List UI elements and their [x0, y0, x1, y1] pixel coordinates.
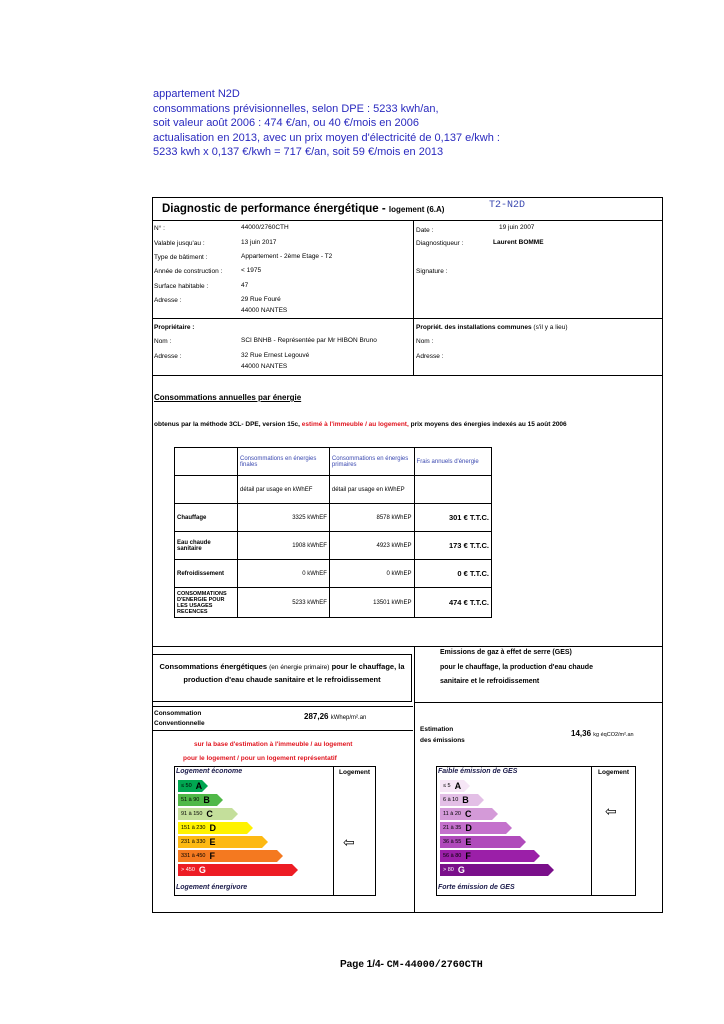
row-cost: 173 € T.T.C.	[414, 532, 491, 560]
energy-class-letter: G	[198, 865, 206, 875]
energy-bar-tip	[247, 822, 253, 834]
energy-range-label: 151 à 230	[181, 825, 206, 831]
energy-conv-bottom	[153, 730, 413, 731]
year-label: Année de construction :	[154, 268, 223, 275]
conv-label-2: Conventionnelle	[154, 720, 205, 727]
ges-bar-b	[440, 794, 478, 806]
row-ef: 0 kWhEF	[237, 560, 329, 588]
intro-note	[153, 87, 500, 160]
ges-range-label: ≤ 5	[443, 783, 451, 789]
table-row-total	[175, 588, 492, 618]
energy-bar-a	[178, 780, 202, 792]
ges-bar-tip	[548, 864, 554, 876]
ges-est-unit: kg éqCO2/m².an	[593, 732, 634, 738]
ges-divider	[414, 647, 415, 912]
ges-bar-tip	[506, 822, 512, 834]
ges-est-label-1: Estimation	[420, 726, 454, 733]
common-title	[416, 324, 568, 331]
ges-bar-c	[440, 808, 492, 820]
method-c: prix moyens des énergies indexés au 15 août 2006	[410, 421, 567, 428]
consumption-table	[174, 447, 492, 618]
ges-title-bottom	[414, 702, 662, 703]
note-line: 5233 kwh x 0,137 €/kwh = 717 €/an, soit 59 €/mois en 2013	[153, 146, 444, 158]
date-label: Date :	[416, 227, 434, 234]
col-header-ep: Consommations en énergies primaires	[329, 448, 414, 476]
dpe-tag: T2-N2D	[489, 200, 526, 211]
energy-bar-g	[178, 864, 292, 876]
ges-class-letter: D	[465, 823, 472, 833]
ges-bar-tip	[478, 794, 484, 806]
dpe-title-main: Diagnostic de performance énergétique -	[162, 203, 386, 215]
energy-title-c: pour le chauffage, la	[331, 662, 405, 671]
conv-number: 287,26	[304, 712, 329, 721]
diag-label: Diagnostiqueur :	[416, 240, 464, 247]
table-subheader-row	[175, 476, 492, 504]
owner-address-line2: 44000 NANTES	[241, 363, 288, 370]
energy-bar-tip	[262, 836, 268, 848]
energy-bar-tip	[292, 864, 298, 876]
common-address-label: Adresse :	[416, 353, 444, 360]
ges-bar-a	[440, 780, 464, 792]
note-line: soit valeur août 2006 : 474 €/an, ou 40 €/mois en 2006	[153, 117, 420, 129]
ges-title-2: pour le chauffage, la production d'eau chaude	[440, 664, 593, 671]
row-ep: 0 kWhEP	[329, 560, 414, 588]
energy-scale-divider	[333, 766, 334, 896]
table-header-row	[175, 448, 492, 476]
ges-range-label: 36 à 55	[443, 839, 462, 845]
energy-bar-tip	[217, 794, 223, 806]
row-ep: 8578 kWhEP	[329, 504, 414, 532]
sub-header-ef: détail par usage en kWhEF	[237, 476, 329, 504]
energy-bar-e	[178, 836, 262, 848]
consumption-bottom-line	[153, 646, 662, 647]
conv-label-1: Consommation	[154, 710, 202, 717]
consumption-method	[154, 421, 567, 428]
ges-class-letter: G	[457, 865, 465, 875]
owner-name-label: Nom :	[154, 338, 172, 345]
energy-class-letter: C	[206, 809, 213, 819]
ges-range-label: 6 à 10	[443, 797, 459, 803]
ges-est-label	[420, 724, 465, 746]
energy-class-letter: D	[209, 823, 216, 833]
table-sub-corner	[175, 476, 238, 504]
energy-bar-tip	[232, 808, 238, 820]
energy-conv-top	[153, 706, 413, 707]
type-label: Type de bâtiment :	[154, 254, 208, 261]
year-value: < 1975	[241, 267, 262, 274]
ges-bar-tip	[534, 850, 540, 862]
energy-range-label: 331 à 450	[181, 853, 206, 859]
ges-range-label: > 80	[443, 867, 454, 873]
address-line2: 44000 NANTES	[241, 307, 288, 314]
ges-est-value	[571, 729, 634, 738]
row-label: Refroidissement	[175, 560, 238, 588]
table-corner	[175, 448, 238, 476]
row-ep: 4923 kWhEP	[329, 532, 414, 560]
energy-title-d: production d'eau chaude sanitaire et le refroidissement	[183, 675, 381, 684]
energy-top-label: Logement économe	[176, 768, 243, 775]
footer-page: Page 1/4-	[340, 959, 384, 970]
energy-bar-tip	[277, 850, 283, 862]
date-value: 19 juin 2007	[499, 224, 535, 231]
owner-divider	[413, 319, 414, 375]
basis-line-2: pour le logement / pour un logement représentatif	[183, 755, 337, 762]
ges-title-1: Emissions de gaz à effet de serre (GES)	[440, 649, 572, 656]
note-line: appartement N2D	[153, 88, 240, 100]
row-ef: 1908 kWhEF	[237, 532, 329, 560]
note-line: actualisation en 2013, avec un prix moyen d'électricité de 0,137 e/kwh :	[153, 131, 500, 144]
ges-class-letter: C	[464, 809, 472, 819]
page-footer	[340, 959, 483, 971]
ges-scale-divider	[591, 766, 592, 896]
col-header-ef: Consommations en énergies finales	[237, 448, 329, 476]
owner-name-value: SCI BNHB - Représentée par Mr HIBON Bruno	[241, 337, 377, 344]
table-row	[175, 560, 492, 588]
ges-bar-e	[440, 836, 520, 848]
row-label: CONSOMMATIONS D'ENERGIE POUR LES USAGES RECENCES	[175, 588, 238, 618]
dpe-subtitle: logement (6.A)	[388, 205, 445, 214]
energy-range-label: 51 à 90	[181, 797, 200, 803]
row-ep: 13501 kWhEP	[329, 588, 414, 618]
energy-bar-tip	[202, 780, 208, 792]
ges-bottom-label: Forte émission de GES	[438, 884, 515, 891]
ges-range-label: 56 à 80	[443, 853, 462, 859]
energy-class-letter: E	[209, 837, 216, 847]
energy-class-letter: A	[195, 781, 203, 791]
ges-range-label: 11 à 20	[443, 811, 461, 817]
table-row	[175, 532, 492, 560]
surface-value: 47	[241, 282, 249, 289]
ges-bar-d	[440, 822, 506, 834]
common-title-note: (s'il y a lieu)	[533, 324, 568, 331]
no-label: N° :	[154, 225, 165, 232]
energy-col-label: Logement	[339, 769, 371, 776]
col-header-cost: Frais annuels d'énergie	[414, 448, 491, 476]
common-name-label: Nom :	[416, 338, 434, 345]
table-row	[175, 504, 492, 532]
ges-bar-g	[440, 864, 548, 876]
ges-class-letter: B	[462, 795, 469, 805]
energy-range-label: 91 à 150	[181, 811, 203, 817]
owner-address-label: Adresse :	[154, 353, 182, 360]
note-line: consommations prévisionnelles, selon DPE : 5233 kwh/an,	[153, 102, 439, 115]
info-divider	[413, 221, 414, 318]
energy-range-label: ≤ 50	[181, 783, 192, 789]
owner-bottom-line	[153, 375, 662, 376]
energy-class-letter: B	[203, 795, 210, 805]
row-ef: 3325 kWhEF	[237, 504, 329, 532]
sub-header-cost	[414, 476, 491, 504]
energy-bar-f	[178, 850, 277, 862]
common-title-text: Propriét. des installations communes	[416, 324, 532, 331]
ges-title-3: sanitaire et le refroidissement	[440, 678, 540, 685]
ges-range-label: 21 à 35	[443, 825, 462, 831]
row-label: Eau chaude sanitaire	[175, 532, 238, 560]
row-cost: 301 € T.T.C.	[414, 504, 491, 532]
info-bottom-line	[153, 318, 662, 319]
ges-marker-arrow-icon: ⇦	[605, 803, 617, 819]
ges-bar-tip	[520, 836, 526, 848]
energy-bar-b	[178, 794, 217, 806]
energy-bar-d	[178, 822, 247, 834]
energy-title-a: Consommations énergétiques	[159, 662, 268, 671]
ges-est-number: 14,36	[571, 729, 592, 738]
ges-bar-tip	[464, 780, 470, 792]
ges-bar-f	[440, 850, 534, 862]
ges-top-label: Faible émission de GES	[438, 768, 518, 775]
energy-title-b: (en énergie primaire)	[269, 664, 330, 671]
energy-title	[152, 661, 412, 686]
valid-value: 13 juin 2017	[241, 239, 277, 246]
ges-class-letter: F	[465, 851, 471, 861]
no-value: 44000/2760CTH	[241, 224, 289, 231]
diag-value: Laurent BOMME	[493, 239, 544, 246]
consumption-title: Consommations annuelles par énergie	[154, 393, 302, 402]
ges-bar-tip	[492, 808, 498, 820]
address-line1: 29 Rue Fouré	[241, 296, 281, 303]
row-cost: 0 € T.T.C.	[414, 560, 491, 588]
method-b: estimé à l'immeuble / au logement,	[301, 421, 409, 428]
energy-marker-arrow-icon: ⇦	[343, 834, 355, 850]
sub-header-ep: détail par usage en kWhEP	[329, 476, 414, 504]
row-label: Chauffage	[175, 504, 238, 532]
method-a: obtenus par la méthode 3CL- DPE, version 15c,	[154, 421, 300, 428]
address-label: Adresse :	[154, 297, 182, 304]
surface-label: Surface habitable :	[154, 283, 209, 290]
type-value: Appartement - 2ème Etage - T2	[241, 253, 333, 260]
conv-unit: kWhep/m².an	[330, 715, 367, 721]
sign-label: Signature :	[416, 268, 448, 275]
basis-line-1: sur la base d'estimation à l'immeuble / au logement	[194, 741, 353, 748]
owner-title: Propriétaire :	[154, 324, 195, 331]
conv-value	[304, 712, 366, 721]
ges-est-label-2: des émissions	[420, 737, 465, 744]
valid-label: Valable jusqu'au :	[154, 240, 205, 247]
energy-class-letter: F	[209, 851, 215, 861]
energy-range-label: 231 à 330	[181, 839, 206, 845]
energy-bottom-label: Logement énergivore	[176, 884, 248, 891]
ges-class-letter: E	[465, 837, 472, 847]
energy-bar-c	[178, 808, 232, 820]
dpe-title	[162, 203, 444, 215]
row-cost: 474 € T.T.C.	[414, 588, 491, 618]
owner-address-line1: 32 Rue Ernest Legouvé	[241, 352, 310, 359]
energy-range-label: > 450	[181, 867, 195, 873]
conv-label	[154, 709, 205, 729]
footer-ref: CM-44000/2760CTH	[386, 960, 483, 971]
ges-class-letter: A	[454, 781, 462, 791]
ges-col-label: Logement	[598, 769, 630, 776]
row-ef: 5233 kWhEF	[237, 588, 329, 618]
